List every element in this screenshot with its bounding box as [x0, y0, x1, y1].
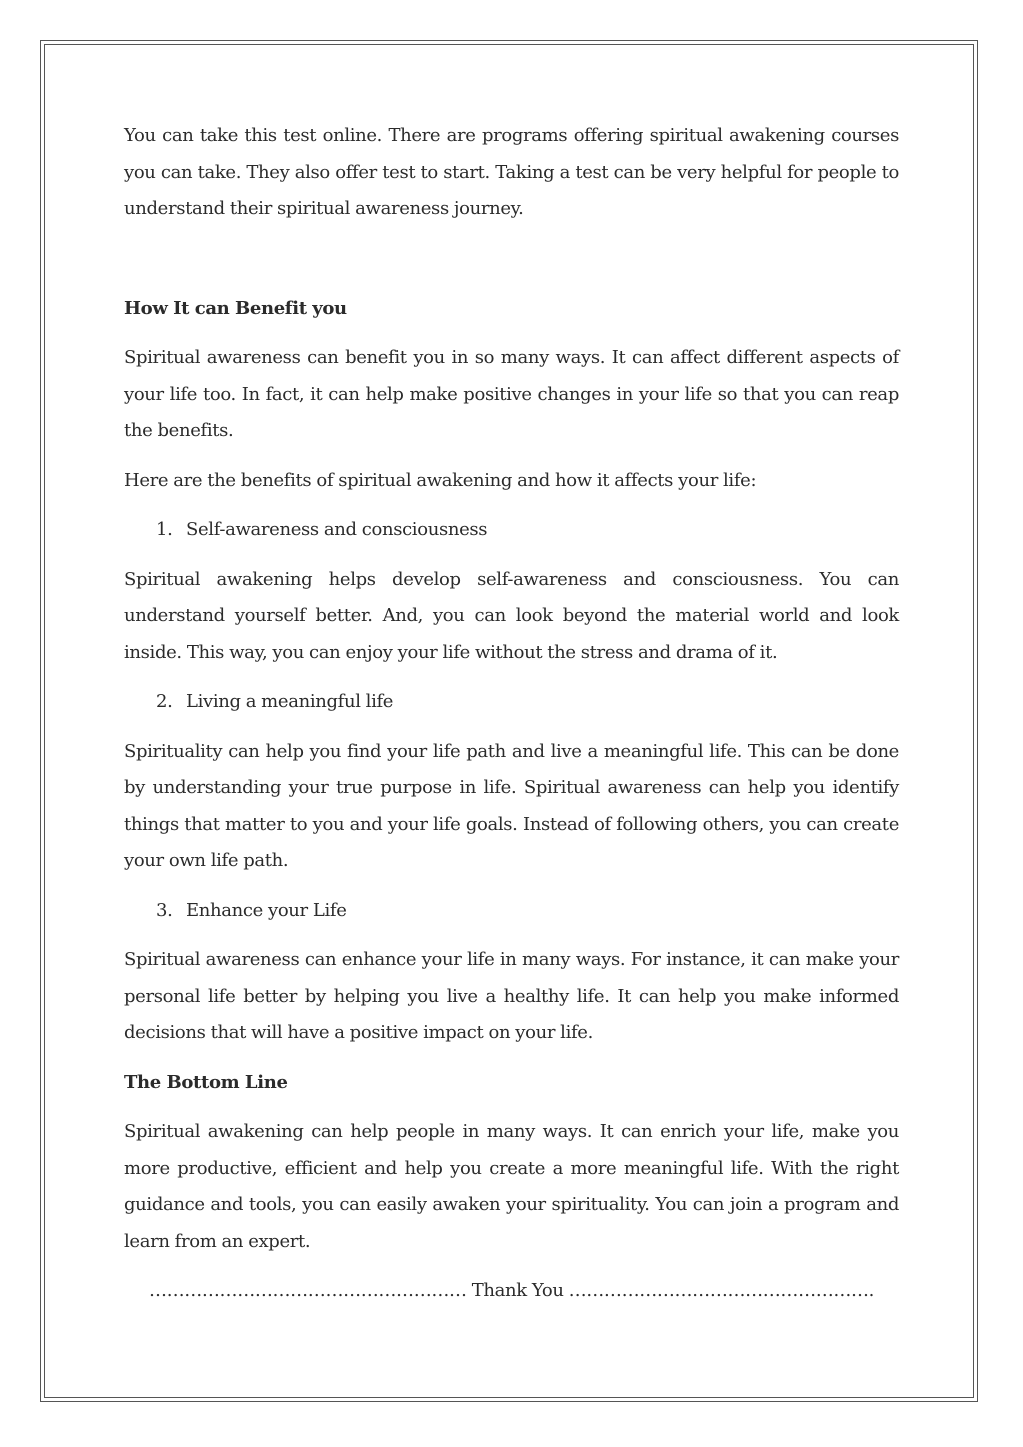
- section-heading-bottom-line: The Bottom Line: [124, 1071, 288, 1093]
- list-item: [124, 893, 899, 930]
- benefits-paragraph: Spiritual awareness can benefit you in so many ways. It can affect different aspects of your life too. In fact, it can help make positive changes in your life so that you can reap the benefits.: [124, 347, 899, 441]
- list-number: 1.: [156, 519, 173, 540]
- bottom-line-paragraph: Spiritual awakening can help people in many ways. It can enrich your life, make you more productive, efficient and help you create a more meaningful life. With the right guidance and tools, you can easily awaken your spirituality. You can join a program and learn from an expert.: [124, 1121, 899, 1252]
- document-body: [124, 118, 899, 1310]
- list-number: 3.: [156, 899, 173, 921]
- list-item: [124, 512, 899, 549]
- intro-paragraph: You can take this test online. There are programs offering spiritual awakening courses you can take. They also offer test to start. Taking a test can be very helpful for people to understand their spiritual awareness journey.: [124, 125, 899, 219]
- spacer: [124, 241, 899, 291]
- list-item-body: Spiritual awareness can enhance your life in many ways. For instance, it can make your personal life better by helping you live a healthy life. It can help you make informed decisions that will have a positive impact on your life.: [124, 949, 899, 1043]
- list-item-body: Spirituality can help you find your life path and live a meaningful life. This can be done by understanding your true purpose in life. Spiritual awareness can help you identify things that matter to you and your life goals. Instead of following others, you can create your own life path.: [124, 740, 899, 871]
- benefits-intro-paragraph: Here are the benefits of spiritual awakening and how it affects your life:: [124, 469, 757, 491]
- list-item-title: Self-awareness and consciousness: [186, 519, 488, 540]
- list-item-title: Enhance your Life: [186, 899, 347, 921]
- list-item: [124, 684, 899, 721]
- thank-you-line: ……………………………………………… Thank You …………………………………………….: [148, 1280, 875, 1301]
- section-heading-benefits: How It can Benefit you: [124, 297, 347, 319]
- list-number: 2.: [156, 691, 173, 712]
- list-item-title: Living a meaningful life: [186, 691, 394, 712]
- list-item-body: Spiritual awakening helps develop self-awareness and consciousness. You can understand yourself better. And, you can look beyond the material world and look inside. This way, you can enjoy your life without the stress and drama of it.: [124, 568, 899, 663]
